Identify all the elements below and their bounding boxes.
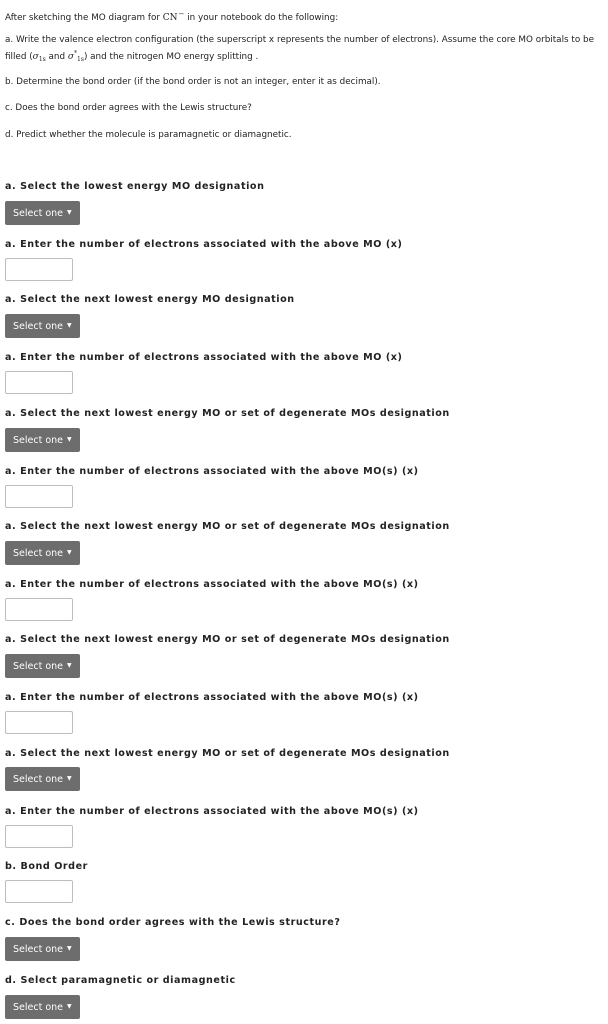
lewis-select-text: Select one <box>13 943 64 955</box>
instruction-d: d. Predict whether the molecule is paramagnetic or diamagnetic. <box>5 130 292 140</box>
caret-down-icon: ▼ <box>67 322 72 329</box>
q6-electron-count-input[interactable] <box>5 485 73 508</box>
q11-select-text: Select one <box>13 773 64 785</box>
sigma-star-1s-symbol: σ <box>67 52 75 62</box>
intro-line-1-suffix: in your notebook do the following: <box>184 13 339 23</box>
instruction-a-text-1: a. Write the valence electron configuration (the superscript x represents the number of electrons). Assume the core MO orbitals to be filled ( <box>5 35 595 62</box>
lewis-question-label: c. Does the bond order agrees with the Lewis structure? <box>5 917 341 928</box>
q1-label: a. Select the lowest energy MO designation <box>5 181 265 192</box>
q11-select-dropdown[interactable] <box>5 767 80 791</box>
q5-label: a. Select the next lowest energy MO or set of degenerate MOs designation <box>5 408 450 419</box>
q10-label: a. Enter the number of electrons associated with the above MO(s) (x) <box>5 692 419 703</box>
q1-select-text: Select one <box>13 207 64 219</box>
q5-select-text: Select one <box>13 434 64 446</box>
q8-label: a. Enter the number of electrons associated with the above MO(s) (x) <box>5 579 419 590</box>
caret-down-icon: ▼ <box>67 436 72 443</box>
q3-select-dropdown[interactable] <box>5 314 80 338</box>
instruction-a <box>5 33 603 67</box>
q2-electron-count-input[interactable] <box>5 258 73 281</box>
instruction-a-text-2: ) and the nitrogen MO energy splitting . <box>83 52 259 62</box>
sigma-star-superscript: * <box>74 50 78 57</box>
caret-down-icon: ▼ <box>67 209 72 216</box>
magnetism-select-dropdown[interactable] <box>5 995 80 1019</box>
q2-label: a. Enter the number of electrons associated with the above MO (x) <box>5 239 403 250</box>
q10-electron-count-input[interactable] <box>5 711 73 734</box>
sigma-1s-subscript: 1s <box>38 56 46 63</box>
bond-order-label: b. Bond Order <box>5 861 88 872</box>
caret-down-icon: ▼ <box>67 775 72 782</box>
cn-charge: − <box>178 10 185 18</box>
sigma-star-1s <box>68 52 84 62</box>
instruction-a-and: and <box>45 52 68 62</box>
sigma-1s <box>33 52 46 62</box>
instruction-c: c. Does the bond order agrees with the Lewis structure? <box>5 103 252 113</box>
q7-select-text: Select one <box>13 547 64 559</box>
q9-select-dropdown[interactable] <box>5 654 80 678</box>
q12-electron-count-input[interactable] <box>5 825 73 848</box>
instruction-b: b. Determine the bond order (if the bond order is not an integer, enter it as decimal). <box>5 77 381 87</box>
magnetism-select-text: Select one <box>13 1001 64 1013</box>
q6-label: a. Enter the number of electrons associated with the above MO(s) (x) <box>5 466 419 477</box>
q4-electron-count-input[interactable] <box>5 371 73 394</box>
q7-label: a. Select the next lowest energy MO or set of degenerate MOs designation <box>5 521 450 532</box>
caret-down-icon: ▼ <box>67 945 72 952</box>
caret-down-icon: ▼ <box>67 662 72 669</box>
q4-label: a. Enter the number of electrons associated with the above MO (x) <box>5 352 403 363</box>
q3-label: a. Select the next lowest energy MO designation <box>5 294 295 305</box>
sigma-1s-symbol: σ <box>32 52 39 62</box>
caret-down-icon: ▼ <box>67 549 72 556</box>
q5-select-dropdown[interactable] <box>5 428 80 452</box>
cn-formula <box>162 10 185 23</box>
q12-label: a. Enter the number of electrons associated with the above MO(s) (x) <box>5 806 419 817</box>
sigma-star-1s-subscript: 1s <box>77 56 84 63</box>
intro-line-1-prefix: After sketching the MO diagram for <box>5 13 163 23</box>
q8-electron-count-input[interactable] <box>5 598 73 621</box>
intro-line-1 <box>5 7 603 25</box>
magnetism-question-label: d. Select paramagnetic or diamagnetic <box>5 975 236 986</box>
q9-label: a. Select the next lowest energy MO or set of degenerate MOs designation <box>5 634 450 645</box>
cn-formula-text: CN <box>162 13 178 23</box>
bond-order-input[interactable] <box>5 880 73 903</box>
caret-down-icon: ▼ <box>67 1003 72 1010</box>
q11-label: a. Select the next lowest energy MO or set of degenerate MOs designation <box>5 748 450 759</box>
q7-select-dropdown[interactable] <box>5 541 80 565</box>
q3-select-text: Select one <box>13 320 64 332</box>
lewis-agreement-select-dropdown[interactable] <box>5 937 80 961</box>
q1-select-dropdown[interactable] <box>5 201 80 225</box>
q9-select-text: Select one <box>13 660 64 672</box>
